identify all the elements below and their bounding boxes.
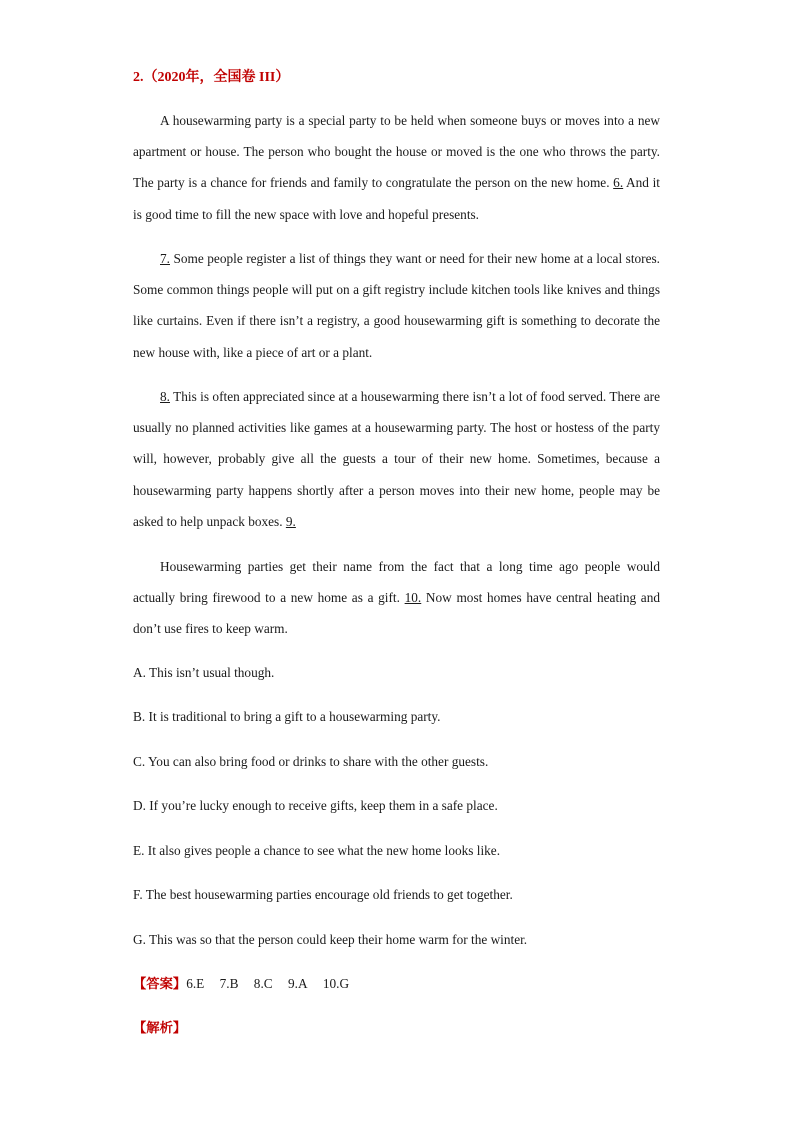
answer-item: 8.C [253,976,273,991]
paragraph-3 [133,381,660,537]
analysis-heading [133,1018,186,1038]
option-c: C. You can also bring food or drinks to share with the other guests. [133,754,489,769]
blank-7: 7. [160,251,170,266]
option-f: F. The best housewarming parties encourage old friends to get together. [133,887,513,902]
option-e: E. It also gives people a chance to see what the new home looks like. [133,843,501,858]
paragraph-3-text: This is often appreciated since at a housewarming there isn’t a lot of food served. There are usually no planned activities like games at a housewarming party. The host or hostess of the party will, however, probably give all the guests a tour of their new home. Sometimes, because a housewarming party happens shortly after a person moves into their new home, people may be asked to help unpack boxes. [133,389,660,529]
paragraph-4-text: Housewarming parties get their name from the fact that a long time ago people would actually bring firewood to a new home as a gift. [133,559,660,606]
paragraph-4 [133,551,660,645]
paragraph-4-after: Now most homes have central heating and don’t use fires to keep warm. [133,590,661,637]
blank-10: 10. [404,590,422,606]
answer-item: 9.A [287,976,308,991]
blank-8: 8. [160,389,170,404]
question-heading: 2.（2020年，全国卷 III） [133,70,290,85]
paragraph-1-text: A housewarming party is a special party to be held when someone buys or moves into a new apartment or house. The person who bought the house or moved is the one who throws the party. The party is a chance for friends and family to congratulate the person on the new home. [133,113,660,191]
answer-item: 10.G [322,976,350,991]
paragraph-2-text: Some people register a list of things they want or need for their new home at a local stores. Some common things people will put on a gift registry include kitchen tools like knives and things like curtains. Even if there isn’t a registry, a good housewarming gift is something to decorate the new house with, like a piece of art or a plant. [133,251,660,360]
answer-item: 6.E [186,976,205,991]
option-a: A. This isn’t usual though. [133,665,275,680]
answer-line [133,974,361,994]
option-d: D. If you’re lucky enough to receive gifts, keep them in a safe place. [133,798,498,813]
blank-9: 9. [285,513,296,529]
paragraph-1-after: And it is good time to fill the new space with love and hopeful presents. [133,175,660,222]
answer-item: 7.B [219,976,239,991]
answer-label: 【答案】 [133,976,187,991]
blank-6: 6. [613,175,624,191]
option-b: B. It is traditional to bring a gift to a housewarming party. [133,709,441,724]
paragraph-2 [133,243,660,368]
paragraph-1 [133,105,660,230]
analysis-label: 【解析】 [133,1020,187,1035]
option-g: G. This was so that the person could keep their home warm for the winter. [133,932,528,947]
